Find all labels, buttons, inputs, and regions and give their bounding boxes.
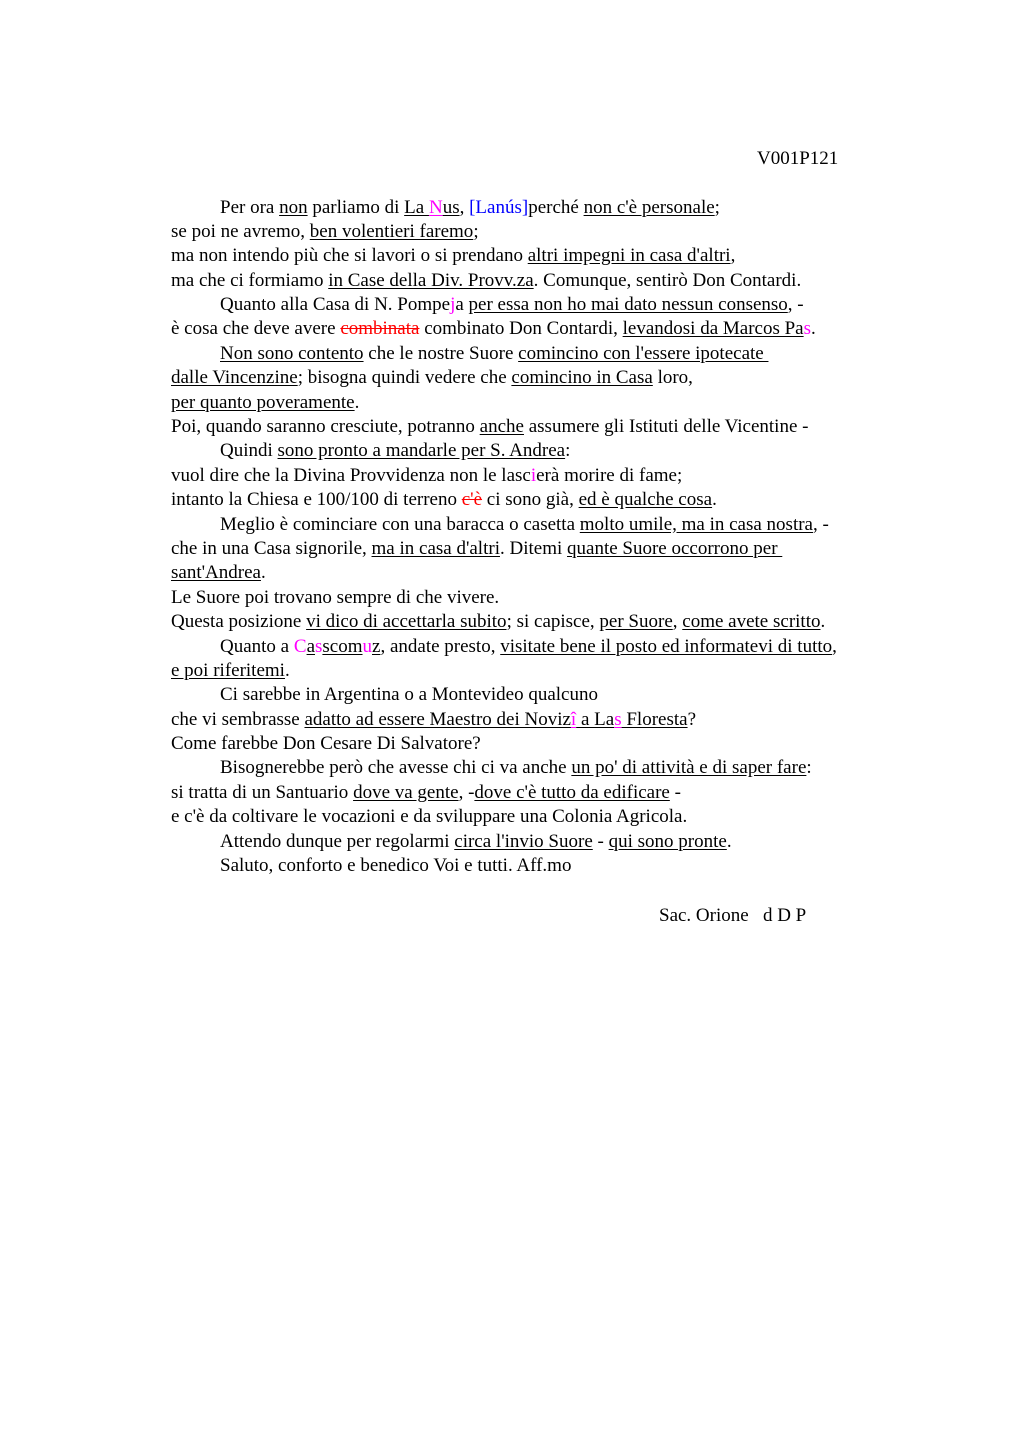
text-line xyxy=(171,537,931,561)
variant-letter: î xyxy=(570,708,577,730)
text-segment: : xyxy=(806,757,812,779)
text-segment: qui sono pronte xyxy=(608,830,727,852)
text-segment: anche xyxy=(479,416,524,438)
text-segment: . xyxy=(354,391,360,413)
text-line xyxy=(171,269,931,293)
text-segment: a xyxy=(455,294,469,316)
text-segment: - xyxy=(669,781,681,803)
text-segment: loro, xyxy=(652,367,693,389)
variant-letter: u xyxy=(362,635,373,657)
text-segment: Bisognerebbe però che avesse chi ci va anche xyxy=(220,757,572,779)
text-segment: . xyxy=(820,611,826,633)
text-segment: altri impegni in casa d'altri xyxy=(527,245,731,267)
page-id: V001P121 xyxy=(757,148,839,169)
text-segment: ? xyxy=(687,708,696,730)
text-line xyxy=(171,732,931,756)
variant-letter: N xyxy=(428,196,443,218)
text-segment: circa l'invio Suore xyxy=(454,830,593,852)
text-segment: ; xyxy=(473,220,479,242)
text-line xyxy=(171,244,931,268)
variant-letter: s xyxy=(614,708,622,730)
text-line xyxy=(171,488,931,512)
text-segment: , andate presto, xyxy=(380,635,501,657)
text-segment: dove va gente xyxy=(353,781,459,803)
text-segment: in Case della Div. Provv.za xyxy=(328,269,534,291)
text-segment: intanto la Chiesa e 100/100 di terreno xyxy=(171,489,462,511)
text-segment: Floresta xyxy=(621,708,688,730)
text-segment: a La xyxy=(576,708,615,730)
text-segment: parliamo di xyxy=(307,196,405,218)
text-segment: per quanto poveramente xyxy=(171,391,355,413)
text-segment: . xyxy=(260,562,266,584)
text-segment: Meglio è cominciare con una baracca o casetta xyxy=(220,513,580,535)
text-line xyxy=(171,196,931,220)
text-segment: quante Suore occorrono per xyxy=(567,537,783,559)
text-segment: combinato Don Contardi, xyxy=(419,318,623,340)
text-segment: - xyxy=(592,830,609,852)
text-segment: comincino con l'essere ipotecate xyxy=(518,342,769,364)
text-segment: adatto ad essere Maestro dei Noviz xyxy=(304,708,571,730)
editorial-note: [Lanús] xyxy=(469,196,529,218)
struck-text: combinata xyxy=(340,318,420,340)
text-line xyxy=(171,635,931,659)
text-segment: a xyxy=(306,635,315,657)
text-segment: è cosa che deve avere xyxy=(171,318,341,340)
text-line xyxy=(171,610,931,634)
text-segment: per Suore xyxy=(599,611,673,633)
text-line xyxy=(171,830,931,854)
text-line xyxy=(171,415,931,439)
text-segment: visitate bene il posto ed informatevi di tutto xyxy=(500,635,833,657)
struck-text: c'è xyxy=(461,489,483,511)
text-segment: . xyxy=(284,659,290,681)
text-segment: Quanto a xyxy=(220,635,294,657)
text-segment: Attendo dunque per regolarmi xyxy=(220,830,455,852)
text-segment: Quanto alla Casa di N. Pompe xyxy=(220,294,451,316)
text-line xyxy=(171,756,931,780)
text-line xyxy=(171,561,931,585)
text-segment: Per ora xyxy=(220,196,280,218)
text-segment: come avete scritto xyxy=(682,611,821,633)
text-segment: erà morire di fame; xyxy=(536,464,683,486)
text-segment: e poi riferitemi xyxy=(171,659,285,681)
text-line xyxy=(171,854,931,878)
text-segment: Saluto, conforto e benedico Voi e tutti. Aff.mo xyxy=(220,855,572,877)
variant-letter: s xyxy=(803,318,812,340)
variant-letter: j xyxy=(450,294,456,316)
text-line xyxy=(171,391,931,415)
text-line xyxy=(171,586,931,610)
text-segment: che vi sembrasse xyxy=(171,708,305,730)
text-segment: ma in casa d'altri xyxy=(371,537,500,559)
text-segment: ma non intendo più che si lavori o si prendano xyxy=(171,245,528,267)
text-segment: assumere gli Istituti delle Vicentine - xyxy=(523,416,809,438)
variant-letter: i xyxy=(530,464,537,486)
letter-body xyxy=(171,196,931,879)
text-line xyxy=(171,708,931,732)
text-segment: , - xyxy=(787,294,804,316)
text-segment: , - xyxy=(813,513,829,535)
variant-letter: C xyxy=(293,635,307,657)
text-segment: Questa posizione xyxy=(171,611,307,633)
text-segment: levandosi da Marcos Pa xyxy=(622,318,804,340)
text-segment: comincino in Casa xyxy=(511,367,653,389)
text-segment: , xyxy=(672,611,683,633)
text-segment: : xyxy=(565,440,571,462)
text-segment: ma che ci formiamo xyxy=(171,269,329,291)
text-segment: sant'Andrea xyxy=(171,562,261,584)
text-segment: Poi, quando saranno cresciute, potranno xyxy=(171,416,480,438)
text-segment: molto umile, ma in casa nostra xyxy=(579,513,813,535)
text-line xyxy=(171,659,931,683)
text-segment: Come farebbe Don Cesare Di Salvatore? xyxy=(171,733,481,755)
text-line xyxy=(171,439,931,463)
text-segment: Quindi xyxy=(220,440,278,462)
text-line xyxy=(171,293,931,317)
text-segment: un po' di attività e di saper fare xyxy=(571,757,807,779)
text-segment: e c'è da coltivare le vocazioni e da sviluppare una Colonia Agricola. xyxy=(171,806,688,828)
text-segment: si tratta di un Santuario xyxy=(171,781,354,803)
text-segment: non xyxy=(279,196,308,218)
text-segment: che in una Casa signorile, xyxy=(171,537,372,559)
text-segment: . xyxy=(811,318,816,340)
text-segment: us xyxy=(442,196,460,218)
text-segment: perché xyxy=(528,196,584,218)
text-line xyxy=(171,317,931,341)
text-segment: z xyxy=(372,635,381,657)
text-segment: ben volentieri faremo xyxy=(309,220,474,242)
text-line xyxy=(171,366,931,390)
text-line xyxy=(171,220,931,244)
text-line xyxy=(171,781,931,805)
text-segment: se poi ne avremo, xyxy=(171,220,310,242)
text-segment: dove c'è tutto da edificare xyxy=(474,781,670,803)
text-line xyxy=(171,805,931,829)
text-segment: . xyxy=(726,830,732,852)
text-segment: ; bisogna quindi vedere che xyxy=(297,367,512,389)
text-segment: . Comunque, sentirò Don Contardi. xyxy=(533,269,802,291)
text-line xyxy=(171,513,931,537)
text-segment: ci sono già, xyxy=(482,489,579,511)
text-segment: non c'è personale xyxy=(583,196,715,218)
text-segment: , - xyxy=(458,781,475,803)
text-segment: . xyxy=(712,489,717,511)
text-segment: dalle Vincenzine xyxy=(171,367,298,389)
text-segment: ; xyxy=(714,196,720,218)
text-line xyxy=(171,683,931,707)
variant-letter: s xyxy=(315,635,323,657)
text-segment: vuol dire che la Divina Provvidenza non le lasc xyxy=(171,464,531,486)
text-segment: ; si capisce, xyxy=(506,611,600,633)
text-segment: Le Suore poi trovano sempre di che vivere. xyxy=(171,586,500,608)
text-segment: che le nostre Suore xyxy=(363,342,519,364)
text-segment: . Ditemi xyxy=(499,537,568,559)
text-segment: ed è qualche cosa xyxy=(578,489,713,511)
text-segment: , xyxy=(730,245,736,267)
text-segment: Non sono contento xyxy=(220,342,364,364)
text-segment: , xyxy=(459,196,470,218)
text-segment: scom xyxy=(322,635,363,657)
text-segment: La xyxy=(404,196,429,218)
text-segment: per essa non ho mai dato nessun consenso xyxy=(468,294,788,316)
text-segment: Ci sarebbe in Argentina o a Montevideo qualcuno xyxy=(220,684,598,706)
text-line xyxy=(171,464,931,488)
signature: Sac. Orione d D P xyxy=(659,905,807,926)
text-line xyxy=(171,342,931,366)
text-segment: sono pronto a mandarle per S. Andrea xyxy=(277,440,566,462)
text-segment: , xyxy=(832,635,837,657)
text-segment: vi dico di accettarla subito xyxy=(306,611,507,633)
